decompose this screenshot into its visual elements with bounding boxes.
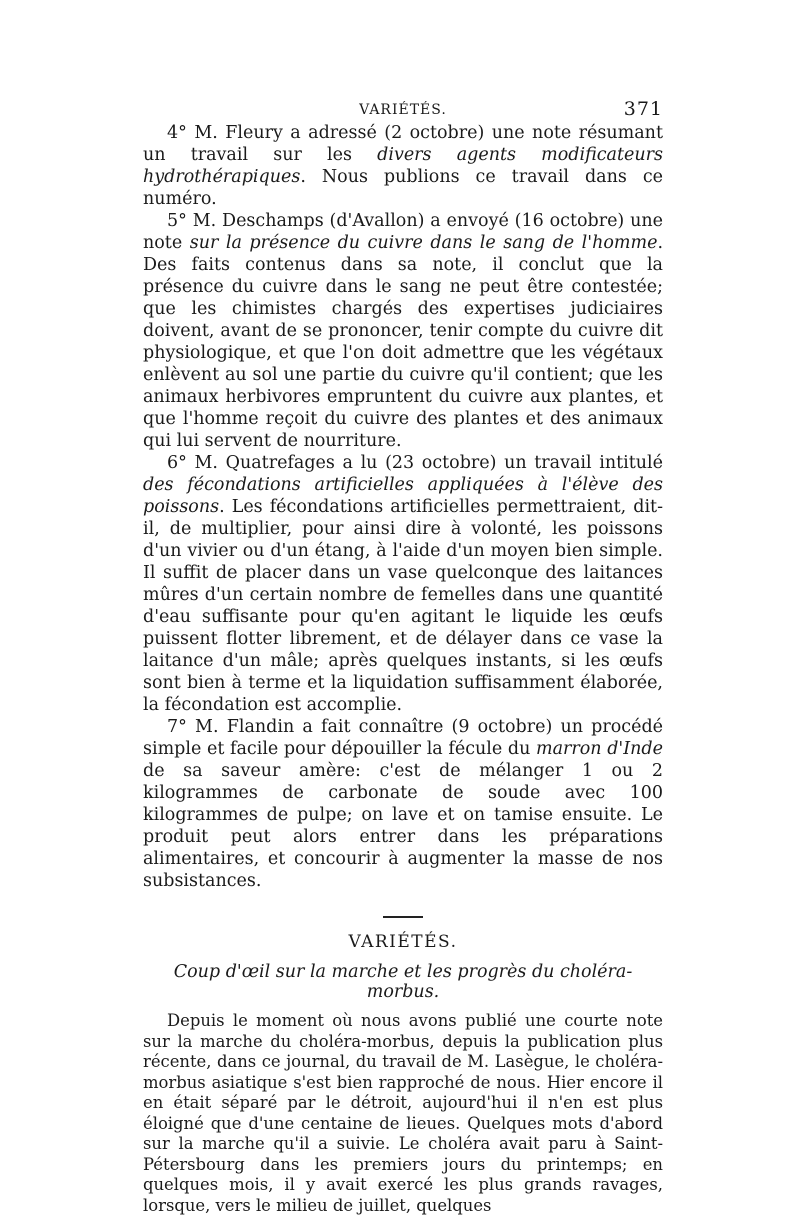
- paragraph-italic-title: sur la présence du cuivre dans le sang de l'homme: [189, 233, 658, 253]
- paragraph-italic-title: des fécondations artificielles appliquées à l'élève des poissons: [143, 475, 663, 517]
- paragraph-cholera: Depuis le moment où nous avons publié une courte note sur la marche du choléra-morbus, depuis la publication plus récente, dans ce journal, du travail de M. Lasègue, le choléra-morbus asiatique s'est bien rapproché de nous. Hier encore il en était séparé par le détroit, aujourd'hui il n'en est plus éloigné que d'une centaine de lieues. Quelques mots d'abord sur la marche qu'il a suivie. Le choléra avait paru à Saint-Pétersbourg dans les premiers jours du printemps; en quelques mois, il y avait exercé les plus grands ravages, lorsque, vers le milieu de juillet, quelques: [143, 1011, 663, 1215]
- running-header: [143, 92, 663, 122]
- paragraph-text: de sa saveur amère: c'est de mélanger 1 ou 2 kilogrammes de carbonate de soude avec 100 kilogrammes de pulpe; on lave et on tamise ensuite. Le produit peut alors entrer dans les préparations alimentaires, et concourir à augmenter la masse de nos subsistances.: [143, 761, 663, 891]
- running-title: VARIÉTÉS.: [359, 102, 447, 118]
- paragraph-flandin: [143, 716, 663, 892]
- section-divider: [383, 916, 423, 918]
- paragraph-italic-title: divers agents modificateurs hydrothérapiques: [143, 145, 663, 187]
- paragraph-text: . Les fécondations artificielles permettraient, dit-il, de multiplier, pour ainsi dire à volonté, les poissons d'un vivier ou d'un étang, à l'aide d'un moyen bien simple. Il suffit de placer dans un vase quelconque des laitances mûres d'un certain nombre de femelles dans une quantité d'eau suffisante pour qu'en agitant le liquide les œufs puissent flotter librement, et de délayer dans ce vase la laitance d'un mâle; après quelques instants, si les œufs sont bien à terme et la liquidation suffisamment élaborée, la fécondation est accomplie.: [143, 497, 663, 715]
- paragraph-text: 4° M. Fleury a adressé (2 octobre) une note résumant un travail sur les: [143, 123, 663, 165]
- paragraph-text: 5° M. Deschamps (d'Avallon) a envoyé (16 octobre) une note: [143, 211, 663, 253]
- section-title: VARIÉTÉS.: [348, 932, 458, 952]
- paragraph-fleury: [143, 122, 663, 210]
- paragraph-text: . Nous publions ce travail dans ce numéro.: [143, 167, 663, 209]
- page-number: 371: [623, 98, 663, 120]
- paragraph-quatrefages: [143, 452, 663, 716]
- paragraph-italic-title: marron d'Inde: [536, 739, 663, 759]
- paragraph-text: 6° M. Quatrefages a lu (23 octobre) un travail intitulé: [167, 453, 663, 473]
- paragraph-deschamps: [143, 210, 663, 452]
- book-page: [143, 92, 663, 1216]
- article-title: Coup d'œil sur la marche et les progrès du choléra-morbus.: [173, 962, 633, 1002]
- paragraph-text: . Des faits contenus dans sa note, il conclut que la présence du cuivre dans le sang ne peut être contestée; que les chimistes chargés des expertises judiciaires doivent, avant de se prononcer, tenir compte du cuivre dit physiologique, et que l'on doit admettre que les végétaux enlèvent au sol une partie du cuivre qu'il contient; que les animaux herbivores empruntent du cuivre aux plantes, et que l'homme reçoit du cuivre des plantes et des animaux qui lui servent de nourriture.: [143, 233, 664, 451]
- paragraph-text: 7° M. Flandin a fait connaître (9 octobre) un procédé simple et facile pour dépouiller la fécule du: [143, 717, 663, 759]
